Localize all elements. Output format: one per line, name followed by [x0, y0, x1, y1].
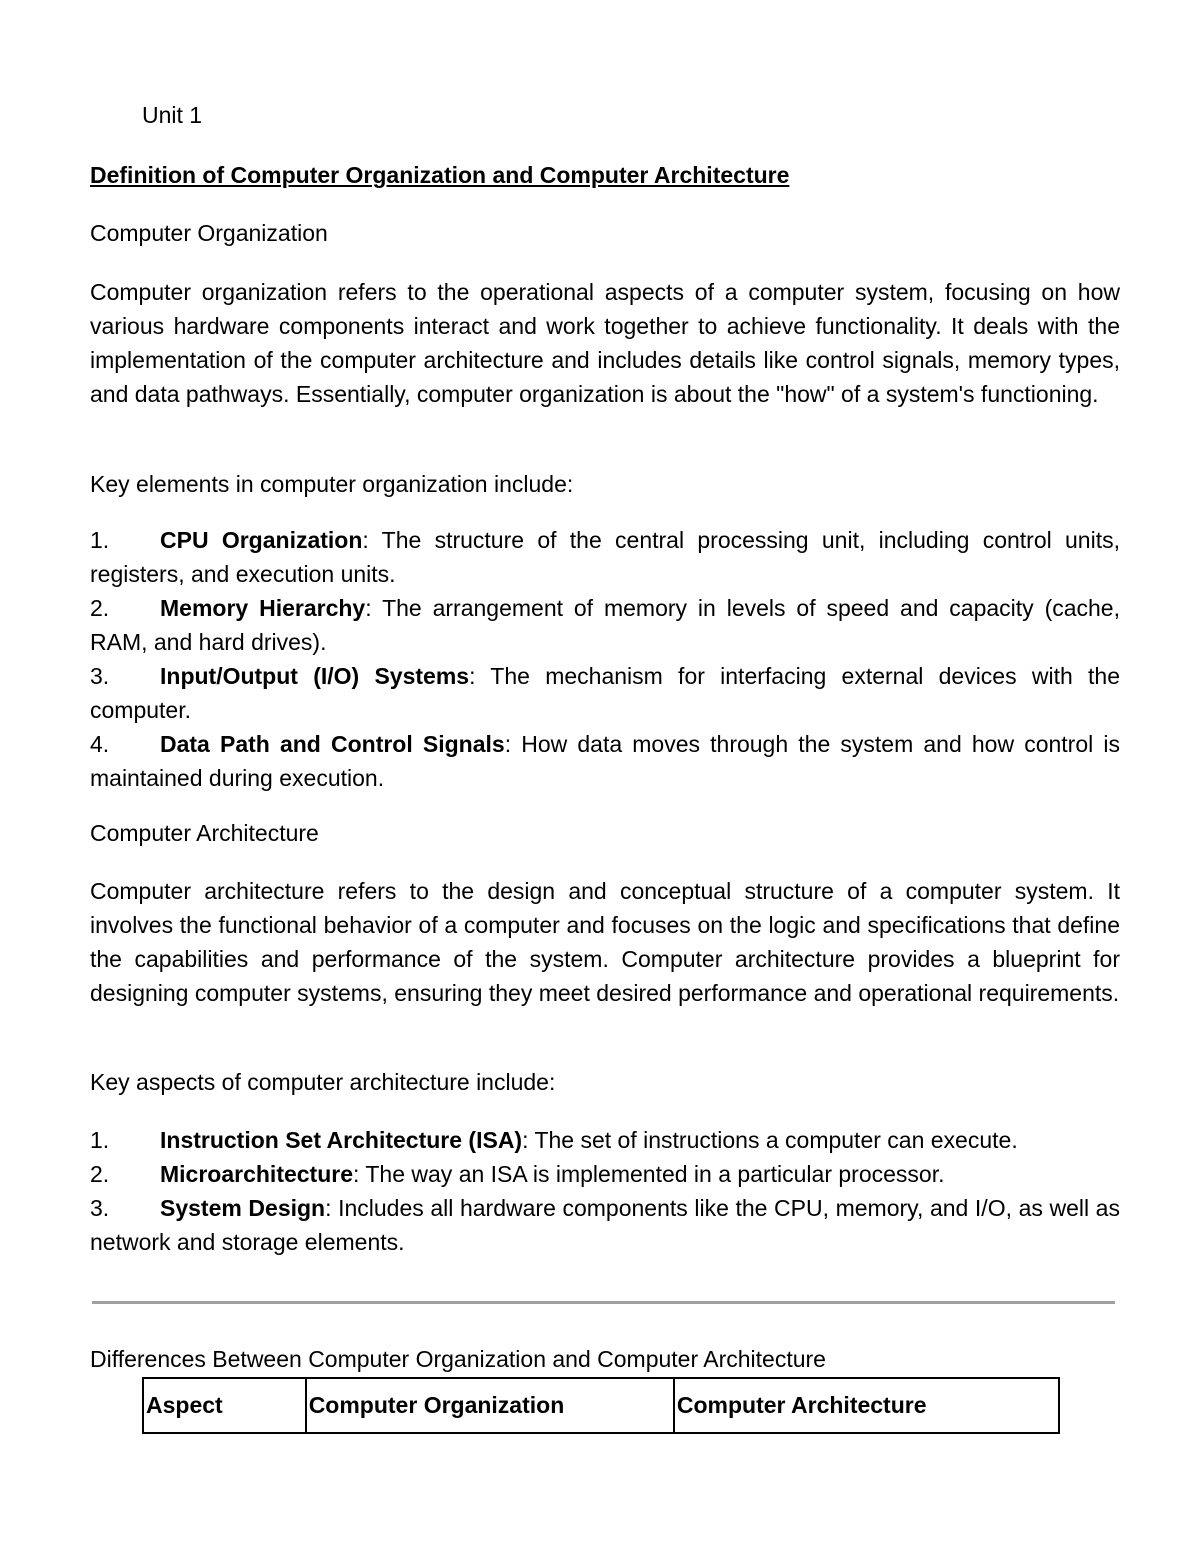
list-item-number: 1. — [90, 527, 110, 553]
table-header-aspect: Aspect — [143, 1378, 306, 1433]
organization-paragraph: Computer organization refers to the operational aspects of a computer system, focusing on how various hardware components interact and work together to achieve functionality. It deals with the implementation of the computer architecture and includes details like control signals, memory types, and data pathways. Essentially, computer organization is about the "how" of a system's functioning. — [90, 279, 1120, 407]
list-item-description: : The way an ISA is implemented in a particular processor. — [353, 1161, 945, 1187]
list-item-number: 2. — [90, 1161, 110, 1187]
list-item-term: Input/Output (I/O) Systems — [160, 663, 470, 689]
list-item — [90, 1123, 1120, 1157]
list-item — [90, 1191, 1120, 1259]
list-item-description: : The set of instructions a computer can execute. — [522, 1127, 1018, 1153]
architecture-list — [90, 1123, 1120, 1259]
organization-heading: Computer Organization — [90, 220, 328, 246]
table-header-row — [143, 1378, 1059, 1433]
page-title: Definition of Computer Organization and Computer Architecture — [90, 162, 790, 188]
list-item-description: : The structure of the central processing unit, including control units, registers, and execution units. — [90, 527, 1120, 587]
list-item-number: 4. — [90, 731, 110, 757]
list-item — [90, 591, 1120, 659]
list-item-term: Memory Hierarchy — [160, 595, 366, 621]
list-item — [90, 523, 1120, 591]
table-header-architecture: Computer Architecture — [674, 1378, 1059, 1433]
list-item-number: 3. — [90, 1195, 110, 1221]
list-item-number: 2. — [90, 595, 110, 621]
organization-list-intro: Key elements in computer organization include: — [90, 471, 574, 497]
list-item-number: 1. — [90, 1127, 110, 1153]
list-item-description: : How data moves through the system and how control is maintained during execution. — [90, 731, 1120, 791]
differences-table — [142, 1377, 1060, 1434]
list-item-term: Instruction Set Architecture (ISA) — [160, 1127, 523, 1153]
list-item-description: : Includes all hardware components like the CPU, memory, and I/O, as well as network and storage elements. — [90, 1195, 1120, 1255]
organization-list — [90, 523, 1120, 795]
list-item — [90, 1157, 1120, 1191]
list-item-number: 3. — [90, 663, 110, 689]
list-item — [90, 659, 1120, 727]
architecture-list-intro: Key aspects of computer architecture include: — [90, 1069, 556, 1095]
list-item-term: Data Path and Control Signals — [160, 731, 505, 757]
list-item-description: : The arrangement of memory in levels of speed and capacity (cache, RAM, and hard drives). — [90, 595, 1120, 655]
list-item-term: Microarchitecture — [160, 1161, 354, 1187]
unit-label: Unit 1 — [142, 102, 203, 128]
table-header-organization: Computer Organization — [306, 1378, 674, 1433]
horizontal-divider — [92, 1301, 1115, 1304]
list-item — [90, 727, 1120, 795]
list-item-term: System Design — [160, 1195, 326, 1221]
architecture-paragraph: Computer architecture refers to the design and conceptual structure of a computer system. It involves the functional behavior of a computer and focuses on the logic and specifications that define the capabilities and performance of the system. Computer architecture provides a blueprint for designing computer systems, ensuring they meet desired performance and operational requirements. — [90, 878, 1120, 1006]
architecture-heading: Computer Architecture — [90, 820, 319, 846]
list-item-term: CPU Organization — [160, 527, 363, 553]
differences-heading: Differences Between Computer Organization and Computer Architecture — [90, 1346, 826, 1372]
list-item-description: : The mechanism for interfacing external devices with the computer. — [90, 663, 1120, 723]
